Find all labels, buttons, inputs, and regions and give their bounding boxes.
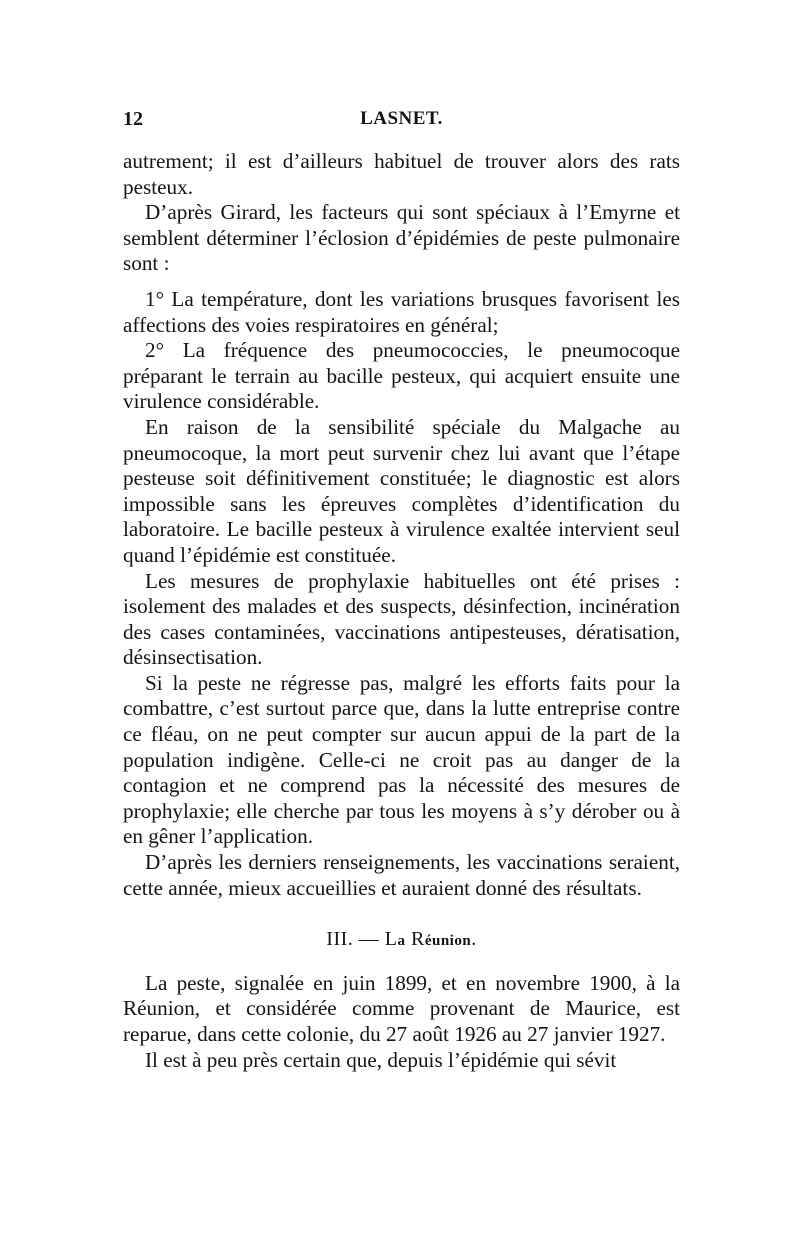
section-title-smallcaps: éunion — [424, 933, 472, 950]
paragraph: D’après Girard, les facteurs qui sont spéciaux à l’Emyrne et semblent déterminer l’éclosion d’épidémies de peste pulmonaire sont : — [123, 200, 680, 276]
paragraph: Il est à peu près certain que, depuis l’épidémie qui sévit — [145, 1047, 617, 1072]
running-head: LASNET. — [360, 108, 443, 129]
section-number: III. — — [326, 928, 380, 951]
paragraph: D’après les derniers renseignements, les vaccinations seraient, cette année, mieux accueillies et auraient donné des résultats. — [123, 850, 680, 900]
section-title-cap: L — [384, 928, 398, 951]
body-text — [123, 149, 680, 1073]
list-item: 1° La température, dont les variations brusques favorisent les affections des voies respiratoires en général; — [123, 286, 680, 337]
section-heading — [123, 927, 680, 955]
paragraph: Les mesures de prophylaxie habituelles ont été prises : isolement des malades et des suspects, désinfection, incinération des cases contaminées, vaccinations antipesteuses, dératisation, désinsectisation. — [123, 568, 680, 670]
list-item: 2° La fréquence des pneumococcies, le pneumocoque préparant le terrain au bacille pesteux, qui acquiert ensuite une virulence considérable. — [123, 338, 680, 414]
page-header — [123, 108, 680, 138]
paragraph: En raison de la sensibilité spéciale du Malgache au pneumocoque, la mort peut survenir chez lui avant que l’étape pesteuse soit définitivement constituée; le diagnostic est alors impossible sans les épreuves complètes d’identification du laboratoire. Le bacille pesteux à virulence exaltée intervient seul quand l’épidémie est constituée. — [123, 414, 680, 567]
section-title-period: . — [471, 928, 477, 951]
page-number: 12 — [123, 108, 143, 130]
section-title-smallcaps: a — [397, 933, 406, 950]
paragraph: autrement; il est d’ailleurs habituel de trouver alors des rats pesteux. — [123, 149, 680, 199]
paragraph: Si la peste ne régresse pas, malgré les efforts faits pour la combattre, c’est surtout parce que, dans la lutte entreprise contre ce fléau, on ne peut compter sur aucun appui de la part de la population indigène. Celle-ci ne croit pas au danger de la contagion et ne comprend pas la nécessité des mesures de prophylaxie; elle cherche par tous les moyens à s’y dérober ou à en gêner l’application. — [123, 670, 680, 849]
section-title-cap: R — [411, 928, 425, 951]
paragraph: La peste, signalée en juin 1899, et en novembre 1900, à la Réunion, et considérée comme provenant de Maurice, est reparue, dans cette colonie, du 27 août 1926 au 27 janvier 1927. — [123, 970, 680, 1046]
